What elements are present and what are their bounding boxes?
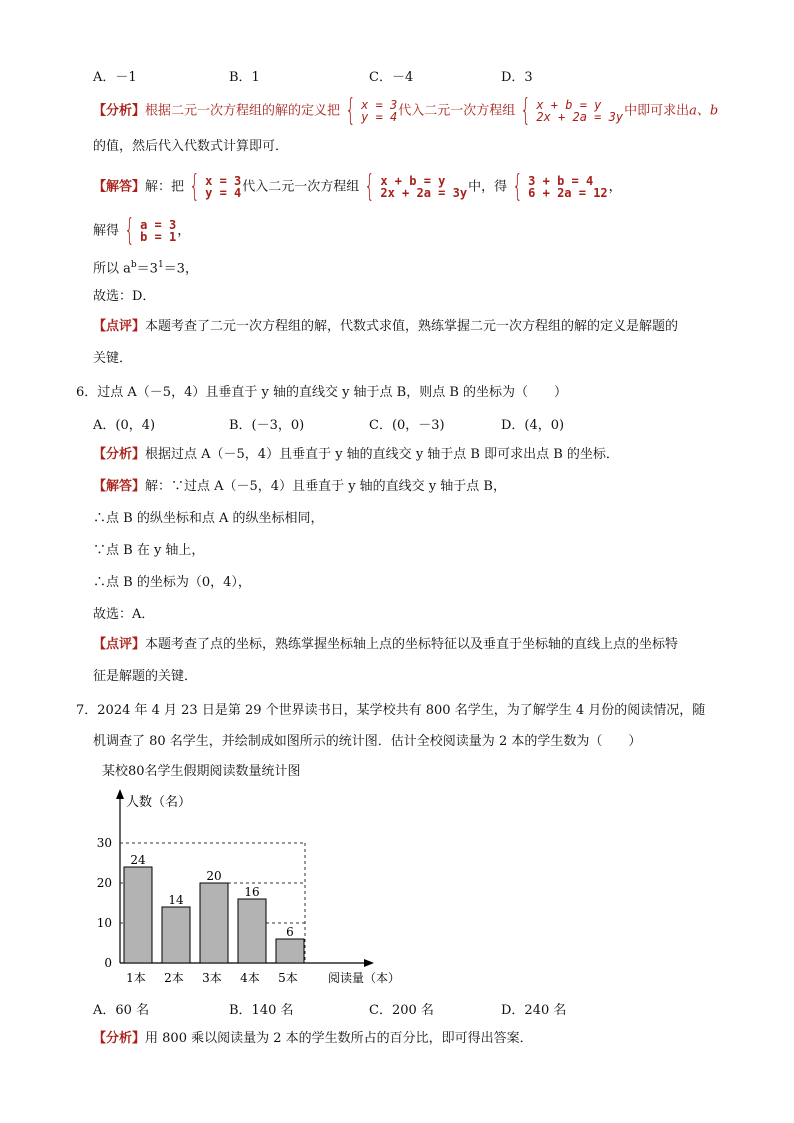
q5-comment-line2: 关键．	[93, 351, 133, 366]
analysis-text: 根据二元一次方程组的解的定义把	[145, 103, 341, 119]
analysis-text: 代入二元一次方程组	[398, 103, 516, 119]
q6-option-d[interactable]: D．(4，0)	[501, 418, 565, 433]
analysis-label: 【分析】	[93, 447, 146, 462]
equation-system: { x = 3 y = 4	[345, 93, 398, 128]
q5-analysis	[93, 93, 719, 128]
y-axis-arrow	[116, 789, 124, 799]
q5-solved: 解得 { a = 3 b = 1 ，	[93, 213, 191, 248]
q7-stem-line2: 机调查了 80 名学生，并绘制成如图所示的统计图．估计全校阅读量为 2 本的学生数为（ ）	[93, 734, 642, 749]
q6-option-c[interactable]: C．(0，－3)	[369, 418, 445, 433]
q5-option-b[interactable]: B．1	[229, 70, 260, 85]
bar-1	[124, 867, 152, 963]
q7-stem-line1: 7．2024 年 4 月 23 日是第 29 个世界读书日，某学校共有 800 名学生，为了解学生 4 月份的阅读情况，随	[76, 703, 706, 718]
q7-option-d[interactable]: D．240 名	[501, 1003, 567, 1018]
bar-chart	[92, 760, 412, 995]
y-tick-label: 30	[96, 836, 112, 850]
bar-4	[238, 899, 266, 963]
analysis-label: 【分析】	[93, 1031, 146, 1046]
q6-step3: ∴点 B 的坐标为（0，4），	[93, 575, 251, 590]
y-tick-label: 10	[96, 916, 112, 930]
bar-value-label: 6	[286, 925, 294, 939]
analysis-vars: a、b	[689, 103, 719, 119]
q6-analysis: 【分析】根据过点 A（－5，4）且垂直于 y 轴的直线交 y 轴于点 B 即可求出点 B 的坐标．	[93, 447, 619, 462]
analysis-text: 中即可求出	[624, 103, 690, 119]
analysis-label: 【分析】	[93, 103, 146, 119]
equation-system: { a = 3 b = 1	[124, 213, 177, 248]
y-axis-label: 人数（名）	[126, 795, 192, 810]
q5-option-a[interactable]: A．－1	[93, 70, 137, 85]
bar-2	[162, 907, 190, 963]
q6-option-b[interactable]: B．(－3，0)	[229, 418, 305, 433]
x-tick-label: 4本	[240, 971, 260, 985]
q7-analysis: 【分析】用 800 乘以阅读量为 2 本的学生数所占的百分比，即可得出答案．	[93, 1031, 533, 1046]
q5-so: 所以 $a^b=3^1=3$，	[93, 260, 198, 277]
equation-system: { x + b = y 2x + 2a = 3y	[520, 93, 624, 128]
q5-choice: 故选：D．	[93, 289, 156, 304]
y-tick-label: 0	[104, 956, 112, 970]
solution-label: 【解答】	[93, 179, 146, 195]
x-axis-label: 阅读量（本）	[328, 971, 401, 985]
chart-svg	[92, 760, 412, 995]
equation-system: { x + b = y 2x + 2a = 3y	[364, 169, 468, 204]
y-tick-label: 20	[96, 876, 112, 890]
q5-solution: 【解答】解：把 { x = 3 y = 4 代入二元一次方程组 { x + b = y 2x + 2a = 3y 中，得 { 3 + b = 4 6 + 2a = 12 ，	[93, 169, 622, 204]
comment-label: 【点评】	[93, 637, 146, 652]
bar-5	[276, 939, 304, 963]
x-tick-label: 1本	[126, 971, 146, 985]
q5-option-d[interactable]: D．3	[501, 70, 533, 85]
equation-system: { 3 + b = 4 6 + 2a = 12	[512, 169, 608, 204]
comment-label: 【点评】	[93, 319, 146, 334]
q6-solution: 【解答】解：∵过点 A（－5，4）且垂直于 y 轴的直线交 y 轴于点 B，	[93, 479, 506, 494]
x-tick-label: 2本	[164, 971, 184, 985]
x-tick-label: 5本	[278, 971, 298, 985]
q7-option-b[interactable]: B．140 名	[229, 1003, 294, 1018]
q6-step1: ∴点 B 的纵坐标和点 A 的纵坐标相同，	[93, 511, 324, 526]
q6-option-a[interactable]: A．(0，4)	[93, 418, 156, 433]
bar-value-label: 24	[130, 853, 146, 867]
solution-label: 【解答】	[93, 479, 146, 494]
q7-option-a[interactable]: A．60 名	[93, 1003, 150, 1018]
x-tick-label: 3本	[202, 971, 222, 985]
bar-value-label: 16	[244, 885, 260, 899]
q6-comment-line2: 征是解题的关键．	[93, 669, 198, 684]
q6-comment: 【点评】本题考查了点的坐标，熟练掌握坐标轴上点的坐标特征以及垂直于坐标轴的直线上点的坐标特	[93, 637, 679, 652]
bar-value-label: 20	[206, 869, 222, 883]
bar-value-label: 14	[168, 893, 184, 907]
q5-comment: 【点评】本题考查了二元一次方程组的解，代数式求值，熟练掌握二元一次方程组的解的定义是解题的	[93, 319, 679, 334]
q6-choice: 故选：A．	[93, 607, 155, 622]
q5-analysis-line2: 的值，然后代入代数式计算即可．	[93, 139, 289, 154]
bar-3	[200, 883, 228, 963]
q6-stem: 6．过点 A（－5，4）且垂直于 y 轴的直线交 y 轴于点 B，则点 B 的坐标为（ ）	[76, 385, 568, 400]
x-axis-arrow	[364, 959, 374, 967]
q6-step2: ∵点 B 在 y 轴上，	[93, 543, 205, 558]
q5-option-c[interactable]: C．－4	[369, 70, 414, 85]
chart-title: 某校80名学生假期阅读数量统计图	[102, 764, 301, 779]
q7-option-c[interactable]: C．200 名	[369, 1003, 434, 1018]
equation-system: { x = 3 y = 4	[189, 169, 242, 204]
